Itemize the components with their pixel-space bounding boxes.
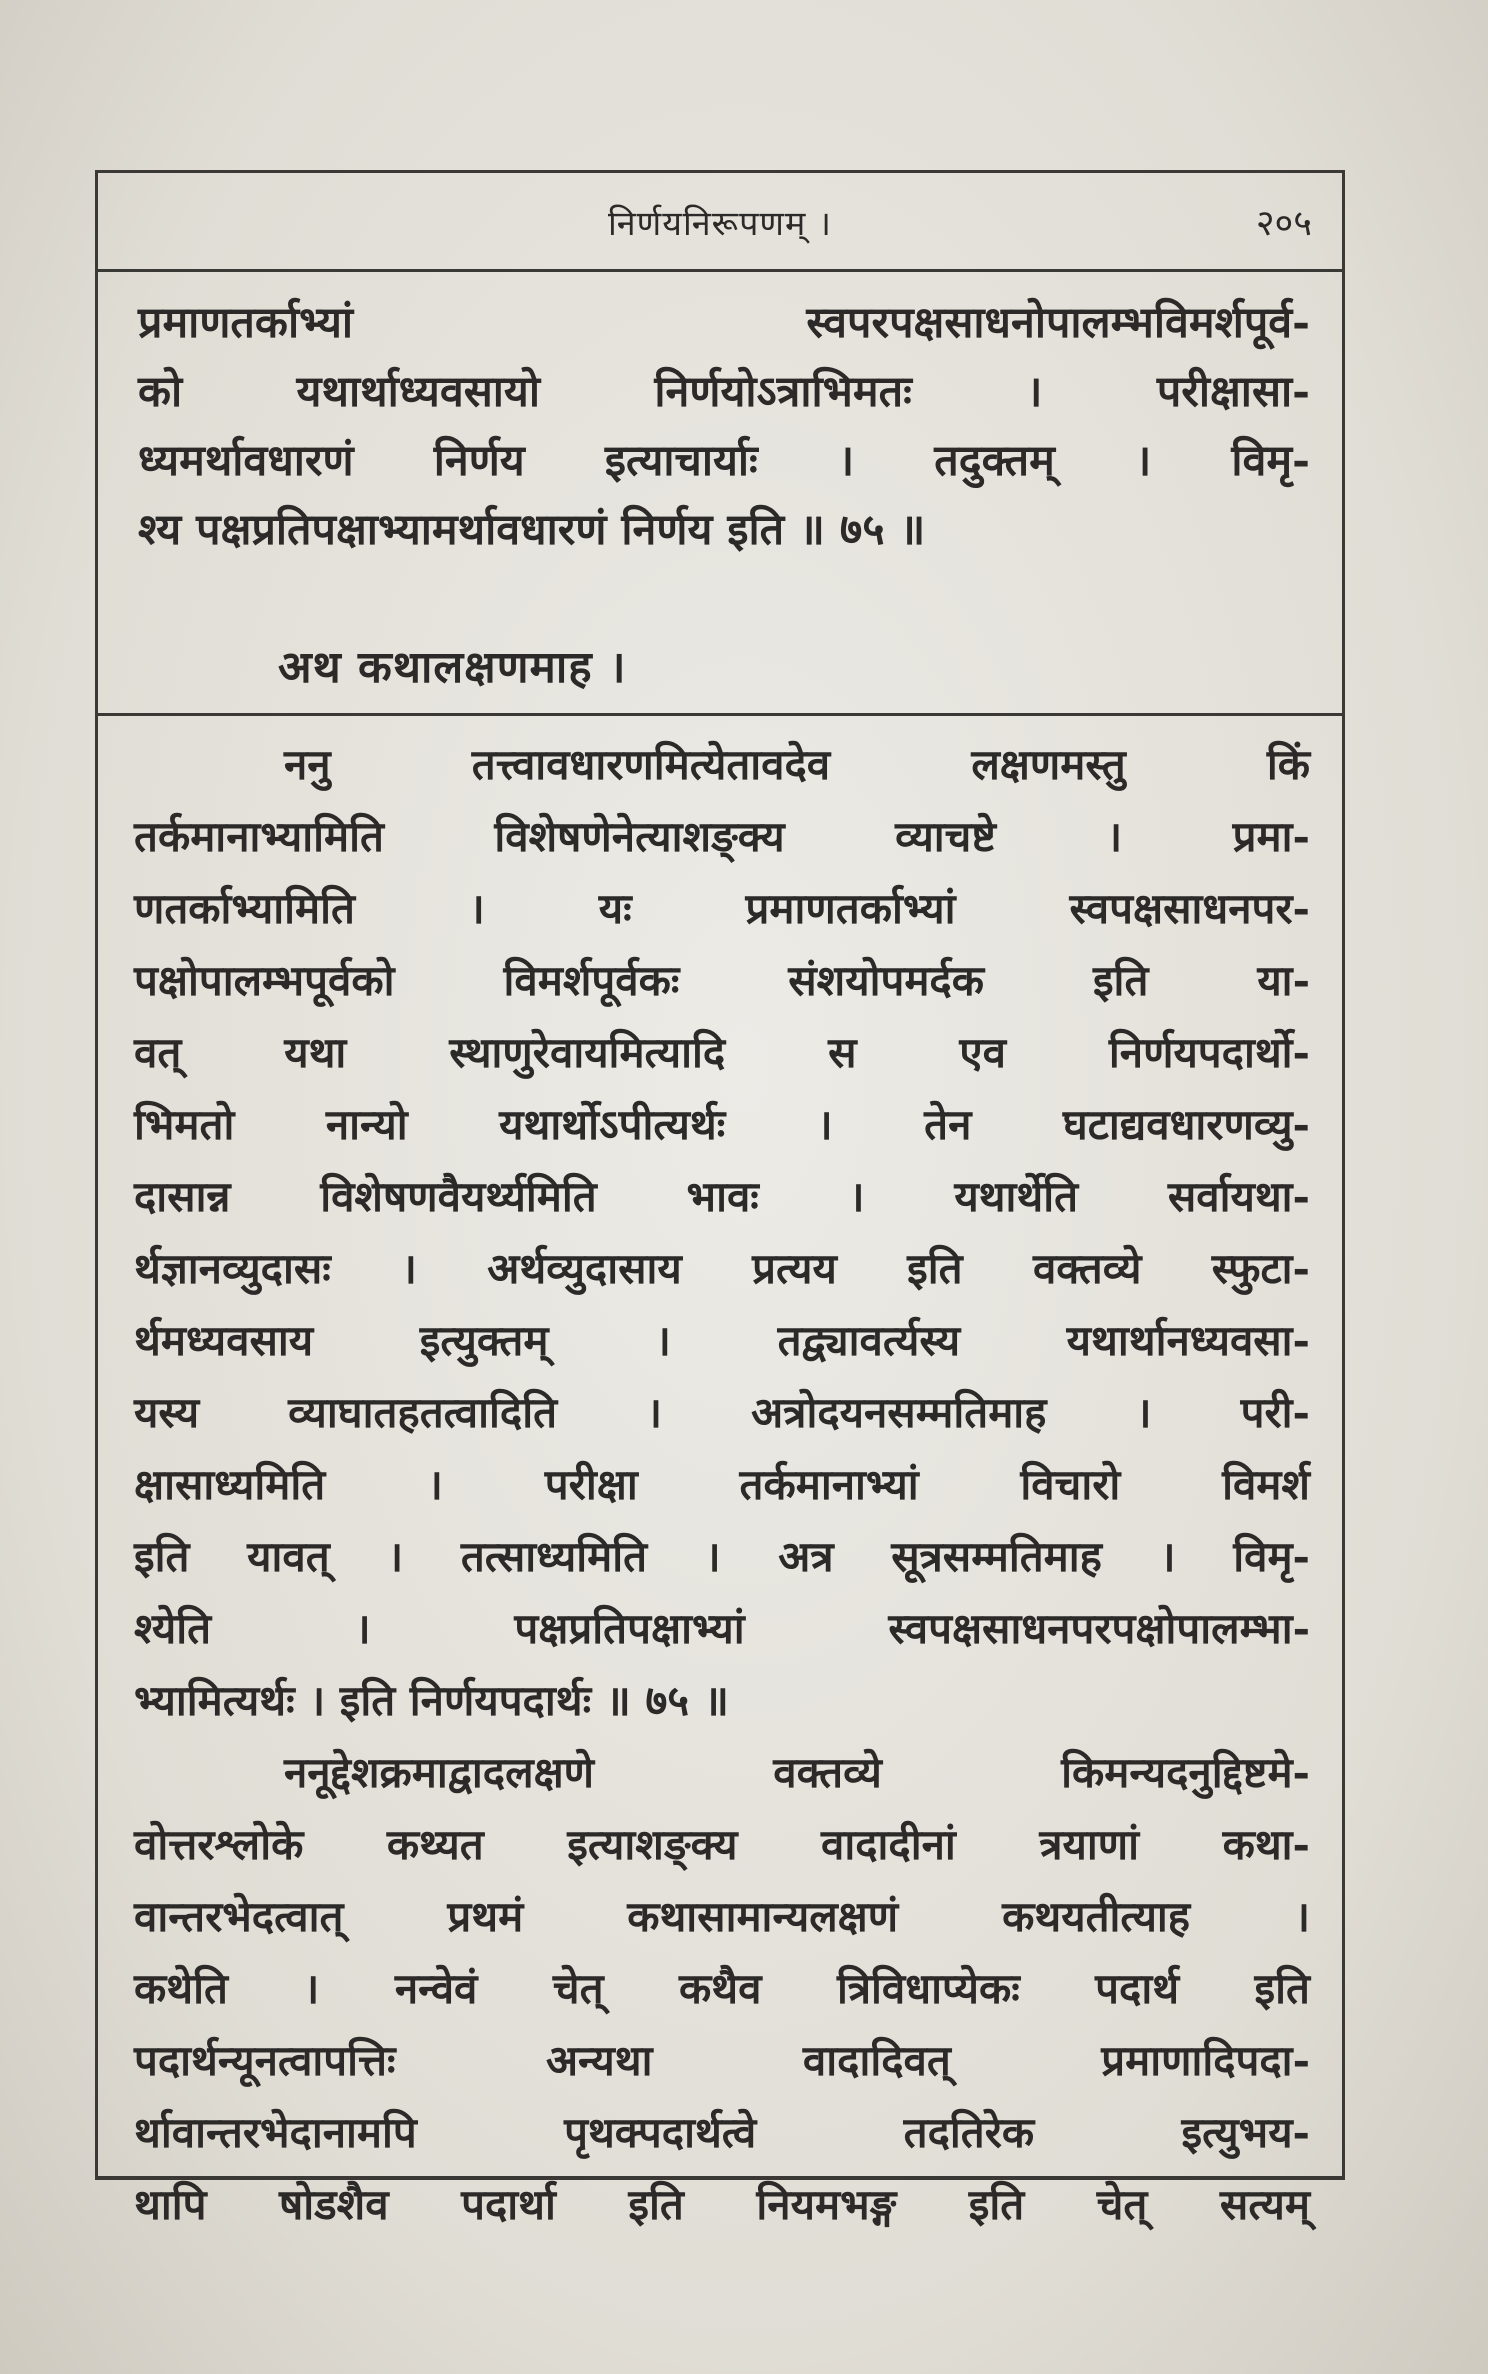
commentary-line: ननूद्देशक्रमाद्वादलक्षणे वक्तव्ये किमन्यदनुद्दिष्टमे- (284, 1748, 1310, 1797)
commentary-line: वत् यथा स्थाणुरेवायमित्यादि स एव निर्णयपदार्थो- (134, 1028, 1310, 1077)
commentary-line: दासान्न विशेषणवैयर्थ्यमिति भावः । यथार्थेति सर्वायथा- (134, 1172, 1310, 1221)
commentary-line: पक्षोपालम्भपूर्वको विमर्शपूर्वकः संशयोपमर्दक इति या- (134, 956, 1310, 1005)
commentary-line: र्थावान्तरभेदानामपि पृथक्पदार्थत्वे तदतिरेक इत्युभय- (134, 2108, 1310, 2157)
mula-line: ध्यमर्थावधारणं निर्णय इत्याचार्याः । तदुक्तम् । विमृ- (138, 436, 1310, 486)
mula-line: श्य पक्षप्रतिपक्षाभ्यामर्थावधारणं निर्णय इति ॥ ७५ ॥ (138, 505, 926, 555)
section-heading: अथ कथालक्षणमाह । (278, 642, 627, 693)
commentary-line: पदार्थन्यूनत्वापत्तिः अन्यथा वादादिवत् प्रमाणादिपदा- (134, 2036, 1310, 2085)
commentary-line: भिमतो नान्यो यथार्थोऽपीत्यर्थः । तेन घटाद्यवधारणव्यु- (134, 1100, 1310, 1149)
mula-line: को यथार्थाध्यवसायो निर्णयोऽत्राभिमतः । परीक्षासा- (138, 367, 1310, 417)
commentary-line: वोत्तरश्लोके कथ्यत इत्याशङ्क्य वादादीनां त्रयाणां कथा- (134, 1820, 1310, 1869)
running-title: निर्णयनिरूपणम् । (608, 204, 832, 244)
page-frame (95, 170, 1345, 2229)
divider (98, 713, 1342, 716)
mula-line: प्रमाणतर्काभ्यां स्वपरपक्षसाधनोपालम्भविमर्शपूर्व- (138, 298, 1310, 348)
commentary-line: भ्यामित्यर्थः । इति निर्णयपदार्थः ॥ ७५ ॥ (134, 1676, 729, 1725)
commentary-text (134, 729, 1310, 2241)
commentary-line: थापि षोडशैव पदार्था इति नियमभङ्ग इति चेत् सत्यम् (134, 2180, 1310, 2229)
commentary-line: णतर्काभ्यामिति । यः प्रमाणतर्काभ्यां स्वपक्षसाधनपर- (134, 884, 1310, 933)
commentary-line: यस्य व्याघातहतत्वादिति । अत्रोदयनसम्मतिमाह । परी- (134, 1388, 1310, 1437)
mula-text (138, 289, 1310, 565)
commentary-line: कथेति । नन्वेवं चेत् कथैव त्रिविधाप्येकः पदार्थ इति (134, 1964, 1310, 2013)
page-number: २०५ (1255, 203, 1312, 244)
page-header (98, 173, 1342, 272)
commentary-line: श्येति । पक्षप्रतिपक्षाभ्यां स्वपक्षसाधनपरपक्षोपालम्भा- (134, 1604, 1310, 1653)
commentary-line: वान्तरभेदत्वात् प्रथमं कथासामान्यलक्षणं कथयतीत्याह । (134, 1892, 1310, 1941)
commentary-line: ननु तत्त्वावधारणमित्येतावदेव लक्षणमस्तु किं (284, 740, 1310, 789)
commentary-line: क्षासाध्यमिति । परीक्षा तर्कमानाभ्यां विचारो विमर्श (134, 1460, 1310, 1509)
commentary-line: र्थमध्यवसाय इत्युक्तम् । तद्व्यावर्त्यस्य यथार्थानध्यवसा- (134, 1316, 1310, 1365)
commentary-line: तर्कमानाभ्यामिति विशेषणेनेत्याशङ्क्य व्याचष्टे । प्रमा- (134, 812, 1310, 861)
commentary-line: इति यावत् । तत्साध्यमिति । अत्र सूत्रसम्मतिमाह । विमृ- (134, 1532, 1310, 1581)
commentary-line: र्थज्ञानव्युदासः । अर्थव्युदासाय प्रत्यय इति वक्तव्ये स्फुटा- (134, 1244, 1310, 1293)
